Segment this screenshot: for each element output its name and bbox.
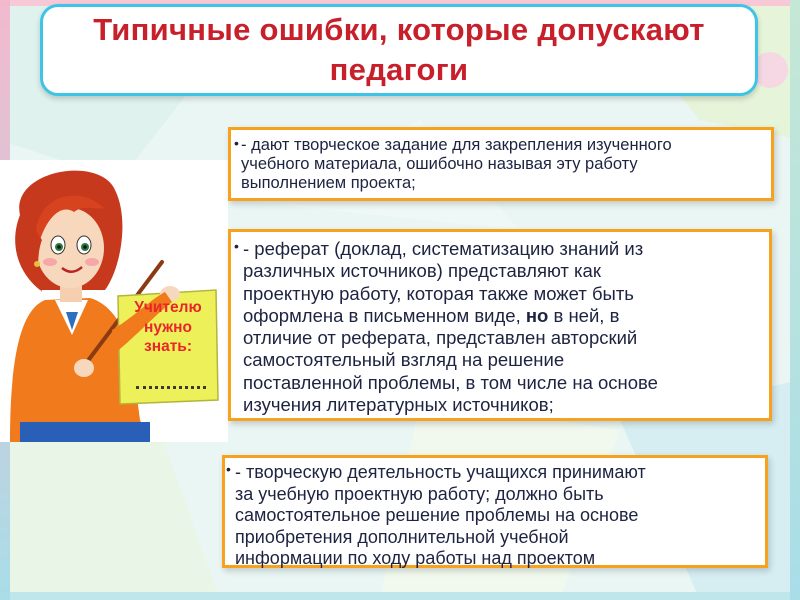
sign-text: Учителю нужно знать: <box>134 299 202 355</box>
mistake-panel-2 <box>228 229 772 421</box>
mistake-text-3: - творческую деятельность учащихся принимают за учебную проектную работу; должно быть самостоятельное решение проблемы на основе приобретения дополнительной учебной информации по ходу работы над проектом <box>235 462 646 568</box>
mistake-text-2-part1: - реферат (доклад, систематизацию знаний из различных источников) представляют как проектную работу, которая также может быть оформлена в письменном виде, <box>243 238 644 326</box>
sign-dots-decoration <box>136 386 206 393</box>
bullet-icon: • <box>234 238 239 254</box>
teacher-illustration <box>0 160 228 442</box>
right-border <box>790 0 800 600</box>
mistake-panel-3 <box>222 455 768 568</box>
mistake-text-2-part2: в ней, в отличие от реферата, представлен авторский самостоятельный взгляд на решение поставленной проблемы, в том числе на основе изучения литературных источников; <box>243 304 658 416</box>
mistake-text-2-bold-word: но <box>525 304 549 326</box>
bullet-icon: • <box>234 135 239 151</box>
bullet-icon: • <box>226 461 231 477</box>
title-box <box>40 4 758 96</box>
slide-title: Типичные ошибки, которые допускают педагоги <box>93 12 705 87</box>
mistake-text-1: - дают творческое задание для закрепления изученного учебного материала, ошибочно называя эту работу выполнением проекта; <box>241 136 672 192</box>
mistake-panel-1 <box>228 127 774 201</box>
mistake-text-2 <box>243 238 768 416</box>
bottom-border <box>0 592 800 600</box>
